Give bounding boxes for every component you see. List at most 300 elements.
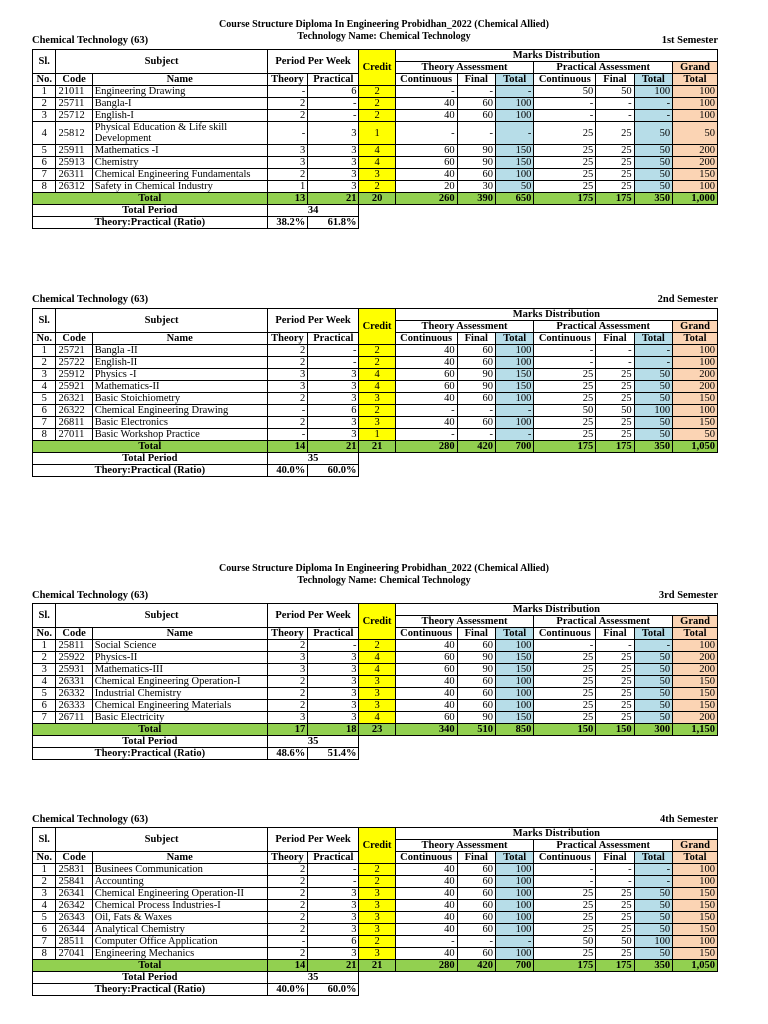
practical-total-cell: 50 <box>634 664 672 676</box>
total-value: 23 <box>359 724 395 736</box>
credit-cell: 2 <box>359 110 395 122</box>
sl-cell: 4 <box>33 676 56 688</box>
credit-cell: 3 <box>359 888 395 900</box>
practical-period-cell: 3 <box>308 700 359 712</box>
sl-cell: 8 <box>33 948 56 960</box>
no-header: No. <box>33 74 56 86</box>
practical-period-cell: 3 <box>308 181 359 193</box>
total-value: 350 <box>634 193 672 205</box>
practical-total-cell: - <box>634 876 672 888</box>
practical-period-cell: 3 <box>308 145 359 157</box>
subject-name-cell: Computer Office Application <box>92 936 267 948</box>
theory-period-cell: 2 <box>267 345 308 357</box>
theory-total-cell: 100 <box>495 876 533 888</box>
theory-continuous-cell: 40 <box>395 864 457 876</box>
header-row <box>33 309 718 321</box>
credit-cell: 3 <box>359 169 395 181</box>
credit-header: Credit <box>359 828 395 864</box>
table-row <box>33 712 718 724</box>
subject-name-cell: Engineering Drawing <box>92 86 267 98</box>
practical-final-header: Final <box>596 852 634 864</box>
total-value: 18 <box>308 724 359 736</box>
credit-cell: 3 <box>359 417 395 429</box>
credit-cell: 1 <box>359 122 395 145</box>
code-cell: 25913 <box>56 157 92 169</box>
subject-name-cell: English-I <box>92 110 267 122</box>
theory-ratio-value: 40.0% <box>267 465 308 477</box>
practical-total-cell: 50 <box>634 145 672 157</box>
blank-cell <box>359 453 718 465</box>
subject-name-cell: Chemical Engineering Operation-I <box>92 676 267 688</box>
code-header: Code <box>56 852 92 864</box>
table-row <box>33 357 718 369</box>
sl-header: Sl. <box>33 604 56 628</box>
practical-continuous-cell: 50 <box>534 86 596 98</box>
subject-header: Subject <box>56 828 267 852</box>
ratio-label: Theory:Practical (Ratio) <box>33 748 268 760</box>
practical-period-cell: 6 <box>308 936 359 948</box>
subject-name-cell: Basic Electronics <box>92 417 267 429</box>
practical-continuous-cell: 25 <box>534 712 596 724</box>
sl-cell: 5 <box>33 688 56 700</box>
practical-continuous-cell: 25 <box>534 676 596 688</box>
practical-continuous-cell: 25 <box>534 181 596 193</box>
practical-period-cell: 3 <box>308 157 359 169</box>
theory-total-cell: 100 <box>495 700 533 712</box>
grand-total-cell: 150 <box>673 417 718 429</box>
sl-cell: 7 <box>33 417 56 429</box>
practical-continuous-cell: - <box>534 357 596 369</box>
theory-total-cell: 100 <box>495 417 533 429</box>
practical-continuous-header: Continuous <box>534 333 596 345</box>
theory-period-cell: 2 <box>267 864 308 876</box>
sl-cell: 1 <box>33 864 56 876</box>
total-period-row <box>33 972 718 984</box>
total-value: 510 <box>457 724 495 736</box>
code-cell: 26811 <box>56 417 92 429</box>
theory-total-cell: 100 <box>495 98 533 110</box>
grand-total-cell: 100 <box>673 98 718 110</box>
theory-continuous-cell: 40 <box>395 912 457 924</box>
sl-cell: 4 <box>33 122 56 145</box>
theory-total-cell: 150 <box>495 712 533 724</box>
dept-label: Chemical Technology (63) <box>32 814 149 825</box>
total-value: 650 <box>495 193 533 205</box>
practical-final-cell: 25 <box>596 417 634 429</box>
practical-period-cell: 3 <box>308 169 359 181</box>
theory-final-cell: 60 <box>457 417 495 429</box>
theory-total-cell: 100 <box>495 345 533 357</box>
sl-cell: 3 <box>33 369 56 381</box>
course-title: Course Structure Diploma In Engineering Probidhan_2022 (Chemical Allied) <box>219 19 549 30</box>
practical-continuous-cell: 25 <box>534 688 596 700</box>
sl-cell: 2 <box>33 357 56 369</box>
total-value: 21 <box>308 441 359 453</box>
table-row <box>33 345 718 357</box>
practical-period-cell: 3 <box>308 417 359 429</box>
marks-header: Marks Distribution <box>395 604 717 616</box>
practical-continuous-cell: 25 <box>534 900 596 912</box>
theory-total-cell: - <box>495 405 533 417</box>
practical-final-cell: 25 <box>596 888 634 900</box>
grand-total-cell: 150 <box>673 676 718 688</box>
credit-cell: 2 <box>359 864 395 876</box>
practical-final-cell: 25 <box>596 652 634 664</box>
theory-total-cell: 150 <box>495 652 533 664</box>
table-row <box>33 900 718 912</box>
practical-final-cell: 25 <box>596 181 634 193</box>
header-row <box>33 604 718 616</box>
credit-cell: 4 <box>359 664 395 676</box>
theory-total-header: Total <box>495 333 533 345</box>
practical-continuous-cell: 25 <box>534 417 596 429</box>
practical-period-cell: - <box>308 864 359 876</box>
credit-header: Credit <box>359 604 395 640</box>
practical-final-cell: - <box>596 110 634 122</box>
total-value: 17 <box>267 724 308 736</box>
code-cell: 26341 <box>56 888 92 900</box>
credit-cell: 3 <box>359 924 395 936</box>
code-cell: 26311 <box>56 169 92 181</box>
total-value: 175 <box>596 960 634 972</box>
total-value: 21 <box>308 960 359 972</box>
subject-name-cell: Physical Education & Life skill Development <box>92 122 267 145</box>
practical-total-cell: - <box>634 345 672 357</box>
practical-final-cell: 50 <box>596 86 634 98</box>
credit-cell: 2 <box>359 405 395 417</box>
sl-cell: 6 <box>33 157 56 169</box>
semester-label: 4th Semester <box>659 814 718 825</box>
practical-final-cell: 25 <box>596 700 634 712</box>
total-period-value: 34 <box>267 205 359 217</box>
practical-period-cell: 3 <box>308 393 359 405</box>
practical-total-cell: - <box>634 640 672 652</box>
subject-name-cell: Chemical Engineering Operation-II <box>92 888 267 900</box>
practical-total-cell: 50 <box>634 676 672 688</box>
grand-total-cell: 200 <box>673 664 718 676</box>
theory-period-cell: 2 <box>267 98 308 110</box>
subject-name-cell: Mathematics -I <box>92 145 267 157</box>
total-label: Total <box>33 441 268 453</box>
theory-continuous-cell: 40 <box>395 900 457 912</box>
practical-continuous-cell: 50 <box>534 405 596 417</box>
dept-label: Chemical Technology (63) <box>32 294 149 305</box>
code-cell: 26332 <box>56 688 92 700</box>
theory-continuous-header: Continuous <box>395 333 457 345</box>
theory-total-cell: 150 <box>495 145 533 157</box>
total-value: 280 <box>395 441 457 453</box>
practical-final-cell: 25 <box>596 393 634 405</box>
subject-name-cell: Chemical Engineering Fundamentals <box>92 169 267 181</box>
subject-name-cell: Oil, Fats & Waxes <box>92 912 267 924</box>
grand-total-cell: 150 <box>673 393 718 405</box>
total-value: 175 <box>596 193 634 205</box>
blank-cell <box>359 217 718 229</box>
grand-total-header: Total <box>673 852 718 864</box>
practical-final-cell: - <box>596 864 634 876</box>
sem4-caption <box>32 814 718 827</box>
total-value: 350 <box>634 960 672 972</box>
subject-name-cell: Analytical Chemistry <box>92 924 267 936</box>
dept-label: Chemical Technology (63) <box>32 35 149 46</box>
theory-total-cell: 150 <box>495 381 533 393</box>
practical-total-header: Total <box>634 852 672 864</box>
credit-cell: 4 <box>359 712 395 724</box>
grand-total-cell: 100 <box>673 86 718 98</box>
table-row <box>33 393 718 405</box>
theory-total-cell: 100 <box>495 888 533 900</box>
table-row <box>33 110 718 122</box>
practical-final-cell: - <box>596 357 634 369</box>
credit-cell: 4 <box>359 145 395 157</box>
table-row <box>33 369 718 381</box>
theory-assessment-header: Theory Assessment <box>395 62 534 74</box>
semester-label: 3rd Semester <box>658 590 718 601</box>
subject-name-cell: Physics-II <box>92 652 267 664</box>
name-header: Name <box>92 74 267 86</box>
theory-final-cell: - <box>457 405 495 417</box>
theory-period-cell: 2 <box>267 110 308 122</box>
theory-final-cell: 90 <box>457 369 495 381</box>
code-cell: 25811 <box>56 640 92 652</box>
practical-period-cell: 3 <box>308 924 359 936</box>
grand-header: Grand <box>673 321 718 333</box>
practical-final-cell: 25 <box>596 369 634 381</box>
sl-header: Sl. <box>33 50 56 74</box>
total-value: 300 <box>634 724 672 736</box>
ratio-row <box>33 217 718 229</box>
sl-cell: 1 <box>33 86 56 98</box>
theory-final-cell: 60 <box>457 924 495 936</box>
practical-continuous-cell: 25 <box>534 122 596 145</box>
theory-continuous-cell: 40 <box>395 357 457 369</box>
theory-continuous-cell: 60 <box>395 652 457 664</box>
theory-final-cell: - <box>457 86 495 98</box>
theory-final-cell: 60 <box>457 876 495 888</box>
practical-continuous-cell: 25 <box>534 381 596 393</box>
practical-period-cell: - <box>308 357 359 369</box>
theory-period-cell: 3 <box>267 381 308 393</box>
subject-name-cell: Accounting <box>92 876 267 888</box>
theory-period-cell: 3 <box>267 652 308 664</box>
subject-header: Subject <box>56 604 267 628</box>
code-cell: 25911 <box>56 145 92 157</box>
sem1-table <box>32 49 718 229</box>
table-row <box>33 98 718 110</box>
total-value: 13 <box>267 193 308 205</box>
practical-ratio-value: 60.0% <box>308 984 359 996</box>
credit-cell: 2 <box>359 86 395 98</box>
theory-continuous-cell: 60 <box>395 381 457 393</box>
theory-continuous-cell: - <box>395 429 457 441</box>
theory-continuous-cell: - <box>395 936 457 948</box>
practical-total-cell: 50 <box>634 688 672 700</box>
grand-total-cell: 150 <box>673 924 718 936</box>
practical-total-cell: - <box>634 110 672 122</box>
practical-total-cell: 50 <box>634 181 672 193</box>
practical-final-header: Final <box>596 333 634 345</box>
theory-period-cell: - <box>267 122 308 145</box>
practical-total-cell: 50 <box>634 157 672 169</box>
table-row <box>33 86 718 98</box>
total-row <box>33 724 718 736</box>
practical-period-cell: 6 <box>308 86 359 98</box>
theory-total-cell: 50 <box>495 181 533 193</box>
code-cell: 26322 <box>56 405 92 417</box>
grand-total-cell: 150 <box>673 169 718 181</box>
theory-continuous-cell: 40 <box>395 700 457 712</box>
total-value: 420 <box>457 960 495 972</box>
practical-total-cell: 50 <box>634 712 672 724</box>
theory-header: Theory <box>267 628 308 640</box>
theory-final-header: Final <box>457 852 495 864</box>
sl-cell: 4 <box>33 381 56 393</box>
total-value: 260 <box>395 193 457 205</box>
subject-name-cell: Businees Communication <box>92 864 267 876</box>
total-value: 175 <box>534 960 596 972</box>
practical-final-cell: - <box>596 876 634 888</box>
code-cell: 26711 <box>56 712 92 724</box>
total-value: 175 <box>534 441 596 453</box>
theory-continuous-cell: 20 <box>395 181 457 193</box>
sl-header: Sl. <box>33 828 56 852</box>
theory-final-header: Final <box>457 74 495 86</box>
code-cell: 25721 <box>56 345 92 357</box>
theory-final-cell: - <box>457 936 495 948</box>
practical-total-cell: 50 <box>634 393 672 405</box>
sem3-table <box>32 603 718 760</box>
theory-assessment-header: Theory Assessment <box>395 840 534 852</box>
total-row <box>33 441 718 453</box>
theory-total-cell: 150 <box>495 369 533 381</box>
practical-final-header: Final <box>596 74 634 86</box>
table-row <box>33 405 718 417</box>
grand-total-cell: 150 <box>673 912 718 924</box>
period-header: Period Per Week <box>267 309 359 333</box>
table-row <box>33 864 718 876</box>
practical-period-cell: 3 <box>308 912 359 924</box>
practical-continuous-cell: 25 <box>534 700 596 712</box>
practical-final-cell: 25 <box>596 169 634 181</box>
credit-cell: 2 <box>359 181 395 193</box>
practical-period-cell: - <box>308 98 359 110</box>
practical-continuous-cell: 25 <box>534 924 596 936</box>
table-row <box>33 700 718 712</box>
total-value: 350 <box>634 441 672 453</box>
credit-cell: 2 <box>359 640 395 652</box>
total-period-row <box>33 205 718 217</box>
practical-continuous-cell: 25 <box>534 664 596 676</box>
practical-header: Practical <box>308 628 359 640</box>
no-header: No. <box>33 628 56 640</box>
theory-continuous-cell: 40 <box>395 98 457 110</box>
practical-total-cell: 50 <box>634 652 672 664</box>
theory-continuous-cell: 60 <box>395 369 457 381</box>
practical-period-cell: 3 <box>308 900 359 912</box>
credit-cell: 4 <box>359 381 395 393</box>
practical-header: Practical <box>308 333 359 345</box>
blank-cell <box>359 748 718 760</box>
table-row <box>33 876 718 888</box>
table-row <box>33 181 718 193</box>
practical-assessment-header: Practical Assessment <box>534 62 673 74</box>
theory-ratio-value: 40.0% <box>267 984 308 996</box>
theory-final-cell: 60 <box>457 900 495 912</box>
practical-final-cell: 25 <box>596 664 634 676</box>
code-cell: 25841 <box>56 876 92 888</box>
sl-cell: 5 <box>33 393 56 405</box>
theory-header: Theory <box>267 333 308 345</box>
subject-name-cell: Chemical Process Industries-I <box>92 900 267 912</box>
subject-name-cell: Chemistry <box>92 157 267 169</box>
grand-total-cell: 150 <box>673 948 718 960</box>
theory-continuous-cell: - <box>395 122 457 145</box>
blank-cell <box>359 465 718 477</box>
credit-cell: 3 <box>359 393 395 405</box>
practical-period-cell: 3 <box>308 948 359 960</box>
practical-period-cell: 3 <box>308 652 359 664</box>
sem1-caption <box>32 35 718 48</box>
theory-continuous-cell: - <box>395 405 457 417</box>
no-header: No. <box>33 333 56 345</box>
practical-total-cell: 50 <box>634 888 672 900</box>
credit-header: Credit <box>359 50 395 86</box>
sl-header: Sl. <box>33 309 56 333</box>
practical-header: Practical <box>308 74 359 86</box>
subject-name-cell: Chemical Engineering Materials <box>92 700 267 712</box>
total-value: 14 <box>267 960 308 972</box>
name-header: Name <box>92 628 267 640</box>
subject-name-cell: Engineering Mechanics <box>92 948 267 960</box>
total-value: 175 <box>534 193 596 205</box>
practical-period-cell: - <box>308 640 359 652</box>
sl-cell: 8 <box>33 429 56 441</box>
blank-cell <box>359 205 718 217</box>
subject-name-cell: Bangla-I <box>92 98 267 110</box>
theory-final-cell: - <box>457 122 495 145</box>
sl-cell: 3 <box>33 664 56 676</box>
name-header: Name <box>92 333 267 345</box>
theory-ratio-value: 38.2% <box>267 217 308 229</box>
credit-cell: 2 <box>359 876 395 888</box>
total-value: 175 <box>596 441 634 453</box>
ratio-row <box>33 465 718 477</box>
period-header: Period Per Week <box>267 828 359 852</box>
table-row <box>33 948 718 960</box>
table-row <box>33 640 718 652</box>
subject-name-cell: Social Science <box>92 640 267 652</box>
practical-continuous-cell: 25 <box>534 393 596 405</box>
theory-final-cell: 60 <box>457 688 495 700</box>
theory-period-cell: 2 <box>267 912 308 924</box>
dept-label: Chemical Technology (63) <box>32 590 149 601</box>
theory-period-cell: 2 <box>267 688 308 700</box>
theory-final-cell: 60 <box>457 864 495 876</box>
subject-header: Subject <box>56 309 267 333</box>
theory-period-cell: 2 <box>267 924 308 936</box>
practical-continuous-cell: 25 <box>534 888 596 900</box>
table-row <box>33 429 718 441</box>
credit-cell: 2 <box>359 98 395 110</box>
sem2-caption <box>32 294 718 307</box>
theory-continuous-cell: 40 <box>395 876 457 888</box>
practical-final-cell: 25 <box>596 924 634 936</box>
subject-name-cell: Basic Stoichiometry <box>92 393 267 405</box>
practical-total-cell: 50 <box>634 169 672 181</box>
practical-total-header: Total <box>634 628 672 640</box>
theory-total-cell: 100 <box>495 110 533 122</box>
table-row <box>33 664 718 676</box>
